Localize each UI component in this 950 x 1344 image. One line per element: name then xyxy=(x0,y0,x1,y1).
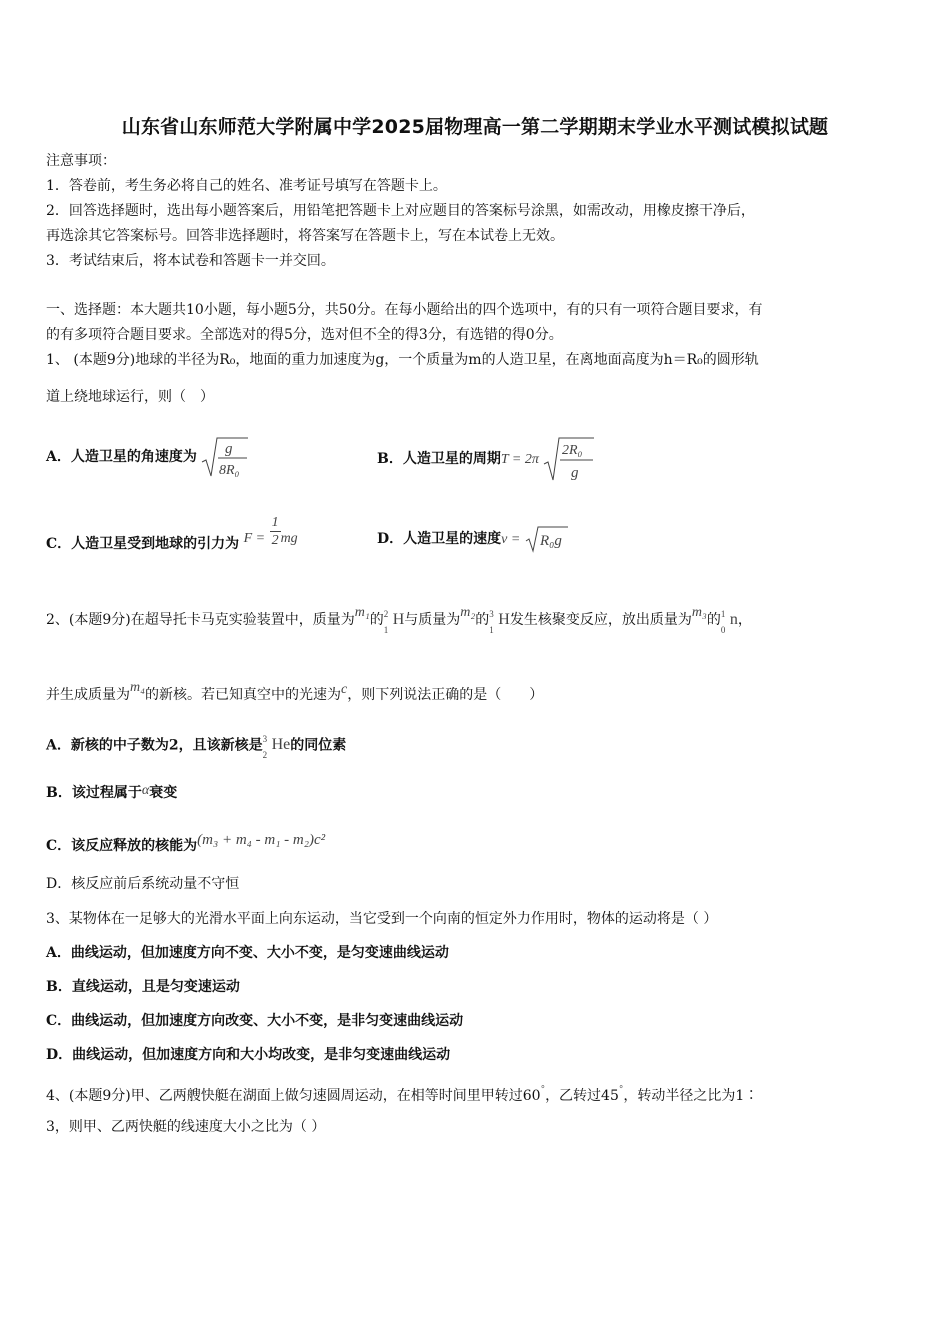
q1-option-d xyxy=(377,514,569,564)
text: 4、(本题9分)甲、乙两艘快艇在湖面上做匀速圆周运动，在相等时间里甲转过60 xyxy=(46,1088,541,1104)
neutron-nuclide: 1 0 n xyxy=(720,608,738,635)
notice-item-2a: 2．回答选择题时，选出每小题答案后，用铅笔把答题卡上对应题目的答案标号涂黑，如需改动，用橡皮擦干净后， xyxy=(46,203,755,219)
notice-item-2b: 再选涂其它答案标号。回答非选择题时，将答案写在答题卡上，写在本试卷上无效。 xyxy=(46,228,564,244)
q3-stem: 3、某物体在一足够大的光滑水平面上向东运动，当它受到一个向南的恒定外力作用时，物体的运动将是（ ） xyxy=(46,911,718,927)
text: ，转动半径之比为1∶ xyxy=(623,1088,759,1104)
q2-option-b xyxy=(46,781,177,803)
q4-stem-line2: 3，则甲、乙两快艇的线速度大小之比为（ ） xyxy=(46,1119,326,1135)
text: 的 xyxy=(706,612,721,628)
q1-option-b-expr: T = 2π xyxy=(500,452,539,467)
q2-option-a xyxy=(46,725,346,765)
q2-option-c xyxy=(46,820,325,860)
q1-option-d-expr: v = xyxy=(501,532,521,547)
numerator: 2R₀ xyxy=(562,443,583,458)
text: B．该过程属于 xyxy=(46,785,142,801)
q2-stem-line1 xyxy=(46,593,752,633)
radical-sign xyxy=(525,525,569,553)
q3-option-a: A．曲线运动，但加速度方向不变、大小不变，是匀变速曲线运动 xyxy=(46,945,449,961)
q3-option-b: B．直线运动，且是匀变速运动 xyxy=(46,979,240,995)
q3-option-c: C．曲线运动，但加速度方向改变、大小不变，是非匀变速曲线运动 xyxy=(46,1013,464,1029)
text: 的同位素 xyxy=(290,737,347,754)
q1-option-b-text: B．人造卫星的周期 xyxy=(377,451,501,467)
mass-m3: m₃ xyxy=(691,605,707,620)
denominator: 8R₀ xyxy=(219,463,240,478)
text: ， xyxy=(737,612,752,628)
q1-option-c-fraction xyxy=(270,514,281,549)
text: 的 xyxy=(475,612,490,628)
radical-sign xyxy=(201,436,249,478)
deuterium-nuclide: 2 1 H xyxy=(383,608,405,635)
tritium-nuclide: 3 1 H xyxy=(489,608,510,635)
section-heading-line2: 的有多项符合题目要求。全部选对的得5分，选对但不全的得3分，有选错的得0分。 xyxy=(46,327,563,343)
text: 与质量为 xyxy=(404,612,461,628)
text: C．该反应释放的核能为 xyxy=(46,838,198,854)
q1-option-c-text: C．人造卫星受到地球的引力为 xyxy=(46,536,240,552)
text: 的新核。若已知真空中的光速为 xyxy=(144,687,341,703)
energy-expression: (m₃ + m₄ - m₁ - m₂)c² xyxy=(197,832,326,848)
helium-nuclide: 3 2 He xyxy=(262,734,291,760)
q1-option-a-text: A．人造卫星的角速度为 xyxy=(46,449,197,465)
q4-stem-line1 xyxy=(46,1080,758,1106)
text: ，乙转过45 xyxy=(545,1088,619,1104)
text: 发生核聚变反应，放出质量为 xyxy=(509,612,692,628)
degree-symbol: ° xyxy=(618,1085,624,1095)
q1-option-a-formula xyxy=(201,436,249,478)
text: 的 xyxy=(369,612,384,628)
page-title: 山东省山东师范大学附属中学2025届物理高一第二学期期末学业水平测试模拟试题 xyxy=(121,116,829,138)
q1-stem-line1: 1、 (本题9分)地球的半径为R₀，地面的重力加速度为g，一个质量为m的人造卫星，在离地面高度为h＝R₀的圆形轨 xyxy=(46,352,759,368)
alpha-symbol: α xyxy=(141,783,150,798)
notice-item-3: 3．考试结束后，将本试卷和答题卡一并交回。 xyxy=(46,253,335,269)
q1-option-c-expr: F = xyxy=(243,531,266,546)
text: 衰变 xyxy=(149,785,178,801)
q1-option-c-tail: mg xyxy=(280,531,298,546)
q1-option-b xyxy=(377,436,595,481)
q2-option-d: D．核反应前后系统动量不守恒 xyxy=(46,876,240,892)
denominator: 2 xyxy=(271,533,279,548)
radical-sign xyxy=(543,436,595,482)
notice-item-1: 1．答卷前，考生务必将自己的姓名、准考证号填写在答题卡上。 xyxy=(46,178,447,194)
mass-m4: m₄ xyxy=(130,680,145,695)
mass-m1: m₁ xyxy=(354,605,370,620)
q1-option-a xyxy=(46,436,249,476)
numerator: 1 xyxy=(271,515,279,530)
q1-option-c xyxy=(46,514,298,564)
text: ，则下列说法正确的是（ ） xyxy=(347,687,544,703)
q1-stem-line2: 道上绕地球运行，则（ ） xyxy=(46,389,214,405)
mass-m2: m₂ xyxy=(460,605,476,620)
denominator: g xyxy=(571,465,579,481)
section-heading-line1: 一、选择题：本大题共10小题，每小题5分，共50分。在每小题给出的四个选项中，有的只有一项符合题目要求，有 xyxy=(46,302,763,318)
numerator: g xyxy=(225,441,233,457)
text: 2、(本题9分)在超导托卡马克实验装置中，质量为 xyxy=(46,612,355,628)
notice-heading: 注意事项： xyxy=(46,153,116,169)
degree-symbol: ° xyxy=(540,1085,546,1095)
radicand: R₀g xyxy=(539,533,562,549)
q3-option-d: D．曲线运动，但加速度方向和大小均改变，是非匀变速曲线运动 xyxy=(46,1047,451,1063)
text: 并生成质量为 xyxy=(46,687,130,703)
q2-stem-line2 xyxy=(46,668,543,708)
speed-of-light: c xyxy=(340,682,348,697)
q1-option-d-text: D．人造卫星的速度 xyxy=(377,531,502,547)
text: A．新核的中子数为2，且该新核是 xyxy=(46,737,263,754)
